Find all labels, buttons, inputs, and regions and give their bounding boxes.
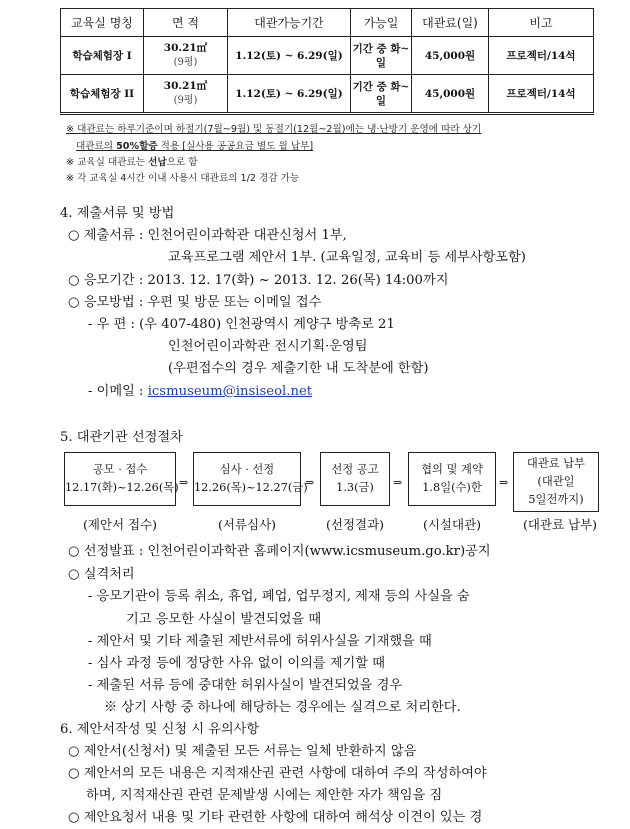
note-text: 적용 [실사용 공공요금 별도 월 납부] [157,141,314,152]
rental-period: 1.12(토) ~ 6.29(일) [228,75,351,114]
postal-address: - 우 편 : (우 407-480) 인천광역시 계양구 방축로 21 [88,317,395,332]
column-header: 교육실 명칭 [61,9,144,37]
note-surcharge [76,139,313,154]
note-text: 대관료의 [76,141,117,152]
step-title: 선정 공고 [331,463,379,476]
email-label: - 이메일 : [88,384,148,399]
arrow-icon: ⇒ [179,476,189,489]
room-name: 학습체험장 II [61,75,144,114]
column-header: 가능일 [351,9,412,37]
step-title: 대관료 납부 [526,457,586,470]
rental-period: 1.12(토) ~ 6.29(일) [228,37,351,75]
caution-item: ○ 제안서(신청서) 및 제출된 모든 서류는 일체 반환하지 않음 [68,744,417,759]
note-mark: ※ [66,157,75,168]
step-caption: (대관료 납부) [522,517,598,532]
note-text: 으로 함 [166,157,198,168]
note-mark: ※ [66,124,75,135]
step-box [64,452,179,506]
room-area [144,37,228,75]
caution-item: ○ 제안요청서 내용 및 기타 관련한 사항에 대하여 해석상 이견이 있는 경 [68,810,483,825]
area-value: 30.21㎡ [163,42,208,54]
disqualification-item: - 응모기관이 등록 취소, 휴업, 폐업, 업무정지, 제재 등의 사실을 숨 [88,589,470,604]
step-box [320,452,390,506]
note-prepay [66,155,198,170]
area-pyeong: (9평) [173,95,198,106]
note-discount [66,171,299,186]
arrow-icon: ⇒ [305,476,315,489]
disqualification-item: - 심사 과정 등에 정당한 사유 없이 이의를 제기할 때 [88,656,385,671]
step-box [513,452,599,512]
step-caption: (제안서 접수) [82,517,158,532]
disqualification-item: - 제안서 및 기타 제출된 제반서류에 허위사실을 기재했을 때 [88,634,432,649]
application-period: ○ 응모기간 : 2013. 12. 17(화) ~ 2013. 12. 26(목) 14:00까지 [68,273,449,288]
disqualification-item: - 제출된 서류 등에 중대한 허위사실이 발견되었을 경우 [88,678,403,693]
step-box [193,452,308,506]
arrow-icon: ⇒ [393,476,403,489]
step-caption: (서류심사) [217,517,277,532]
step-date: 1.3(금) [336,481,374,494]
step-date: 1.8일(수)한 [422,481,482,494]
submission-docs-detail: 교육프로그램 제안서 1부. (교육일정, 교육비 등 세부사항포함) [168,250,526,265]
caution-item-cont: 하며, 지적재산권 관련 문제발생 시에는 제안한 자가 책임을 짐 [86,788,443,803]
note-summer-winter [66,122,481,137]
step-title: 협의 및 계약 [421,463,483,476]
room-note: 프로젝터/14석 [489,37,594,75]
postal-condition: (우편접수의 경우 제출기한 내 도착분에 한함) [168,361,429,376]
email-line [88,382,312,402]
available-days: 기간 중 화~일 [351,37,412,75]
step-box [408,452,496,506]
note-text: 각 교육실 4시간 이내 사용시 대관료의 1/2 경감 가능 [77,173,300,184]
arrow-icon: ⇒ [499,476,509,489]
section-5-heading: 5. 대관기관 선정절차 [60,430,183,445]
rental-fee: 45,000원 [412,75,489,114]
email-link[interactable]: icsmuseum@insiseol.net [147,384,313,399]
step-caption: (시설대관) [422,517,482,532]
column-header: 면 적 [144,9,228,37]
step-caption: (선정결과) [325,517,385,532]
column-header: 비고 [489,9,594,37]
column-header: 대관료(일) [412,9,489,37]
submission-docs: ○ 제출서류 : 인천어린이과학관 대관신청서 1부, [68,228,347,243]
postal-team: 인천어린이과학관 전시기획·운영팀 [168,339,368,354]
disqualification-note: ※ 상기 사항 중 하나에 해당하는 경우에는 실격으로 처리한다. [104,700,461,715]
table-row [61,75,594,114]
note-text: 대관료는 하루기준이며 하절기(7월~9월) 및 동절기(12월~2월)에는 냉·난방기 운영에 따라 상기 [77,124,482,135]
disqualification-item-cont: 기고 응모한 사실이 발견되었을 때 [126,612,322,627]
step-title: 공모 · 접수 [92,463,148,476]
selection-announcement: ○ 선정발표 : 인천어린이과학관 홈페이지(www.icsmuseum.go.kr)공지 [68,544,491,559]
step-date: 12.17(화)~12.26(목) [65,481,179,494]
column-header: 대관가능기간 [228,9,351,37]
caution-item: ○ 제안서의 모든 내용은 지적재산권 관련 사항에 대하여 주의 작성하여야 [68,766,487,781]
disqualification-heading: ○ 실격처리 [68,567,135,582]
section-6-heading: 6. 제안서작성 및 신청 시 유의사항 [60,722,260,737]
table-header-row [61,9,594,37]
available-days: 기간 중 화~일 [351,75,412,114]
area-value: 30.21㎡ [163,80,208,92]
step-title: 심사 · 선정 [219,463,275,476]
step-date: 5일전까지) [528,493,584,506]
note-mark: ※ [66,173,75,184]
step-date: (대관일 [537,475,575,488]
room-name: 학습체험장 I [61,37,144,75]
note-bold: 50%할증 [116,141,158,152]
step-date: 12.26(목)~12.27(금) [194,481,308,494]
area-pyeong: (9평) [173,57,198,68]
rental-fee: 45,000원 [412,37,489,75]
room-note: 프로젝터/14석 [489,75,594,114]
table-row [61,37,594,75]
room-area [144,75,228,114]
note-text: 교육실 대관료는 [77,157,149,168]
note-bold: 선납 [148,157,167,168]
room-rental-table [60,8,594,115]
application-method: ○ 응모방법 : 우편 및 방문 또는 이메일 접수 [68,295,322,310]
section-4-heading: 4. 제출서류 및 방법 [60,206,175,221]
